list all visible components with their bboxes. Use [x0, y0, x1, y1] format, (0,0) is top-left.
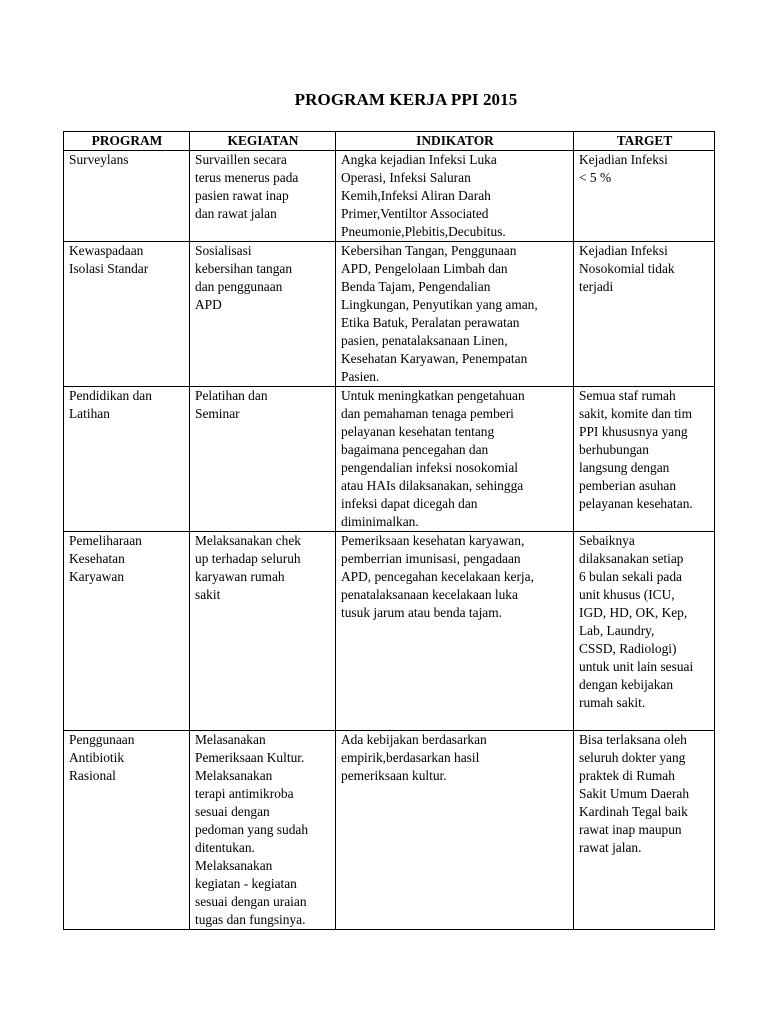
cell-target: Bisa terlaksana oleh seluruh dokter yang praktek di Rumah Sakit Umum Daerah Kardinah Tegal baik rawat inap maupun rawat jalan. — [574, 731, 715, 930]
cell-kegiatan: Melaksanakan chek up terhadap seluruh karyawan rumah sakit — [190, 532, 336, 731]
cell-program: Surveylans — [64, 151, 190, 242]
program-table — [63, 131, 715, 930]
cell-indikator: Ada kebijakan berdasarkan empirik,berdasarkan hasil pemeriksaan kultur. — [336, 731, 574, 930]
cell-indikator: Pemeriksaan kesehatan karyawan, pemberrian imunisasi, pengadaan APD, pencegahan kecelakaan kerja, penatalaksanaan kecelakaan luka tusuk jarum atau benda tajam. — [336, 532, 574, 731]
table-row — [64, 387, 715, 532]
page-title: PROGRAM KERJA PPI 2015 — [294, 90, 518, 109]
table-header-row — [64, 132, 715, 151]
header-program: PROGRAM — [64, 132, 190, 151]
cell-kegiatan: Pelatihan dan Seminar — [190, 387, 336, 532]
cell-program: Kewaspadaan Isolasi Standar — [64, 242, 190, 387]
cell-target: Kejadian Infeksi < 5 % — [574, 151, 715, 242]
cell-kegiatan: Sosialisasi kebersihan tangan dan penggunaan APD — [190, 242, 336, 387]
header-target: TARGET — [574, 132, 715, 151]
header-kegiatan: KEGIATAN — [190, 132, 336, 151]
cell-kegiatan: Melasanakan Pemeriksaan Kultur. Melaksanakan terapi antimikroba sesuai dengan pedoman yang sudah ditentukan. Melaksanakan kegiatan - kegiatan sesuai dengan uraian tugas dan fungsinya. — [190, 731, 336, 930]
cell-target: Kejadian Infeksi Nosokomial tidak terjadi — [574, 242, 715, 387]
cell-program: Pemeliharaan Kesehatan Karyawan — [64, 532, 190, 731]
cell-target: Semua staf rumah sakit, komite dan tim PPI khususnya yang berhubungan langsung dengan pemberian asuhan pelayanan kesehatan. — [574, 387, 715, 532]
table-row — [64, 242, 715, 387]
header-indikator: INDIKATOR — [336, 132, 574, 151]
cell-target: Sebaiknya dilaksanakan setiap 6 bulan sekali pada unit khusus (ICU, IGD, HD, OK, Kep, Lab, Laundry, CSSD, Radiologi) untuk unit lain sesuai dengan kebijakan rumah sakit. — [574, 532, 715, 731]
cell-indikator: Kebersihan Tangan, Penggunaan APD, Pengelolaan Limbah dan Benda Tajam, Pengendalian Lingkungan, Penyutikan yang aman, Etika Batuk, Peralatan perawatan pasien, penatalaksanaan Linen, Kesehatan Karyawan, Penempatan Pasien. — [336, 242, 574, 387]
cell-indikator: Untuk meningkatkan pengetahuan dan pemahaman tenaga pemberi pelayanan kesehatan tentang bagaimana pencegahan dan pengendalian infeksi nosokomial atau HAIs dilaksanakan, sehingga infeksi dapat dicegah dan diminimalkan. — [336, 387, 574, 532]
table-header — [64, 132, 715, 151]
cell-program: Penggunaan Antibiotik Rasional — [64, 731, 190, 930]
cell-program: Pendidikan dan Latihan — [64, 387, 190, 532]
table-row — [64, 151, 715, 242]
table-row — [64, 731, 715, 930]
cell-kegiatan: Survaillen secara terus menerus pada pasien rawat inap dan rawat jalan — [190, 151, 336, 242]
cell-indikator: Angka kejadian Infeksi Luka Operasi, Infeksi Saluran Kemih,Infeksi Aliran Darah Primer,Ventiltor Associated Pneumonie,Plebitis,Decubitus. — [336, 151, 574, 242]
table-row — [64, 532, 715, 731]
table-body — [64, 151, 715, 930]
